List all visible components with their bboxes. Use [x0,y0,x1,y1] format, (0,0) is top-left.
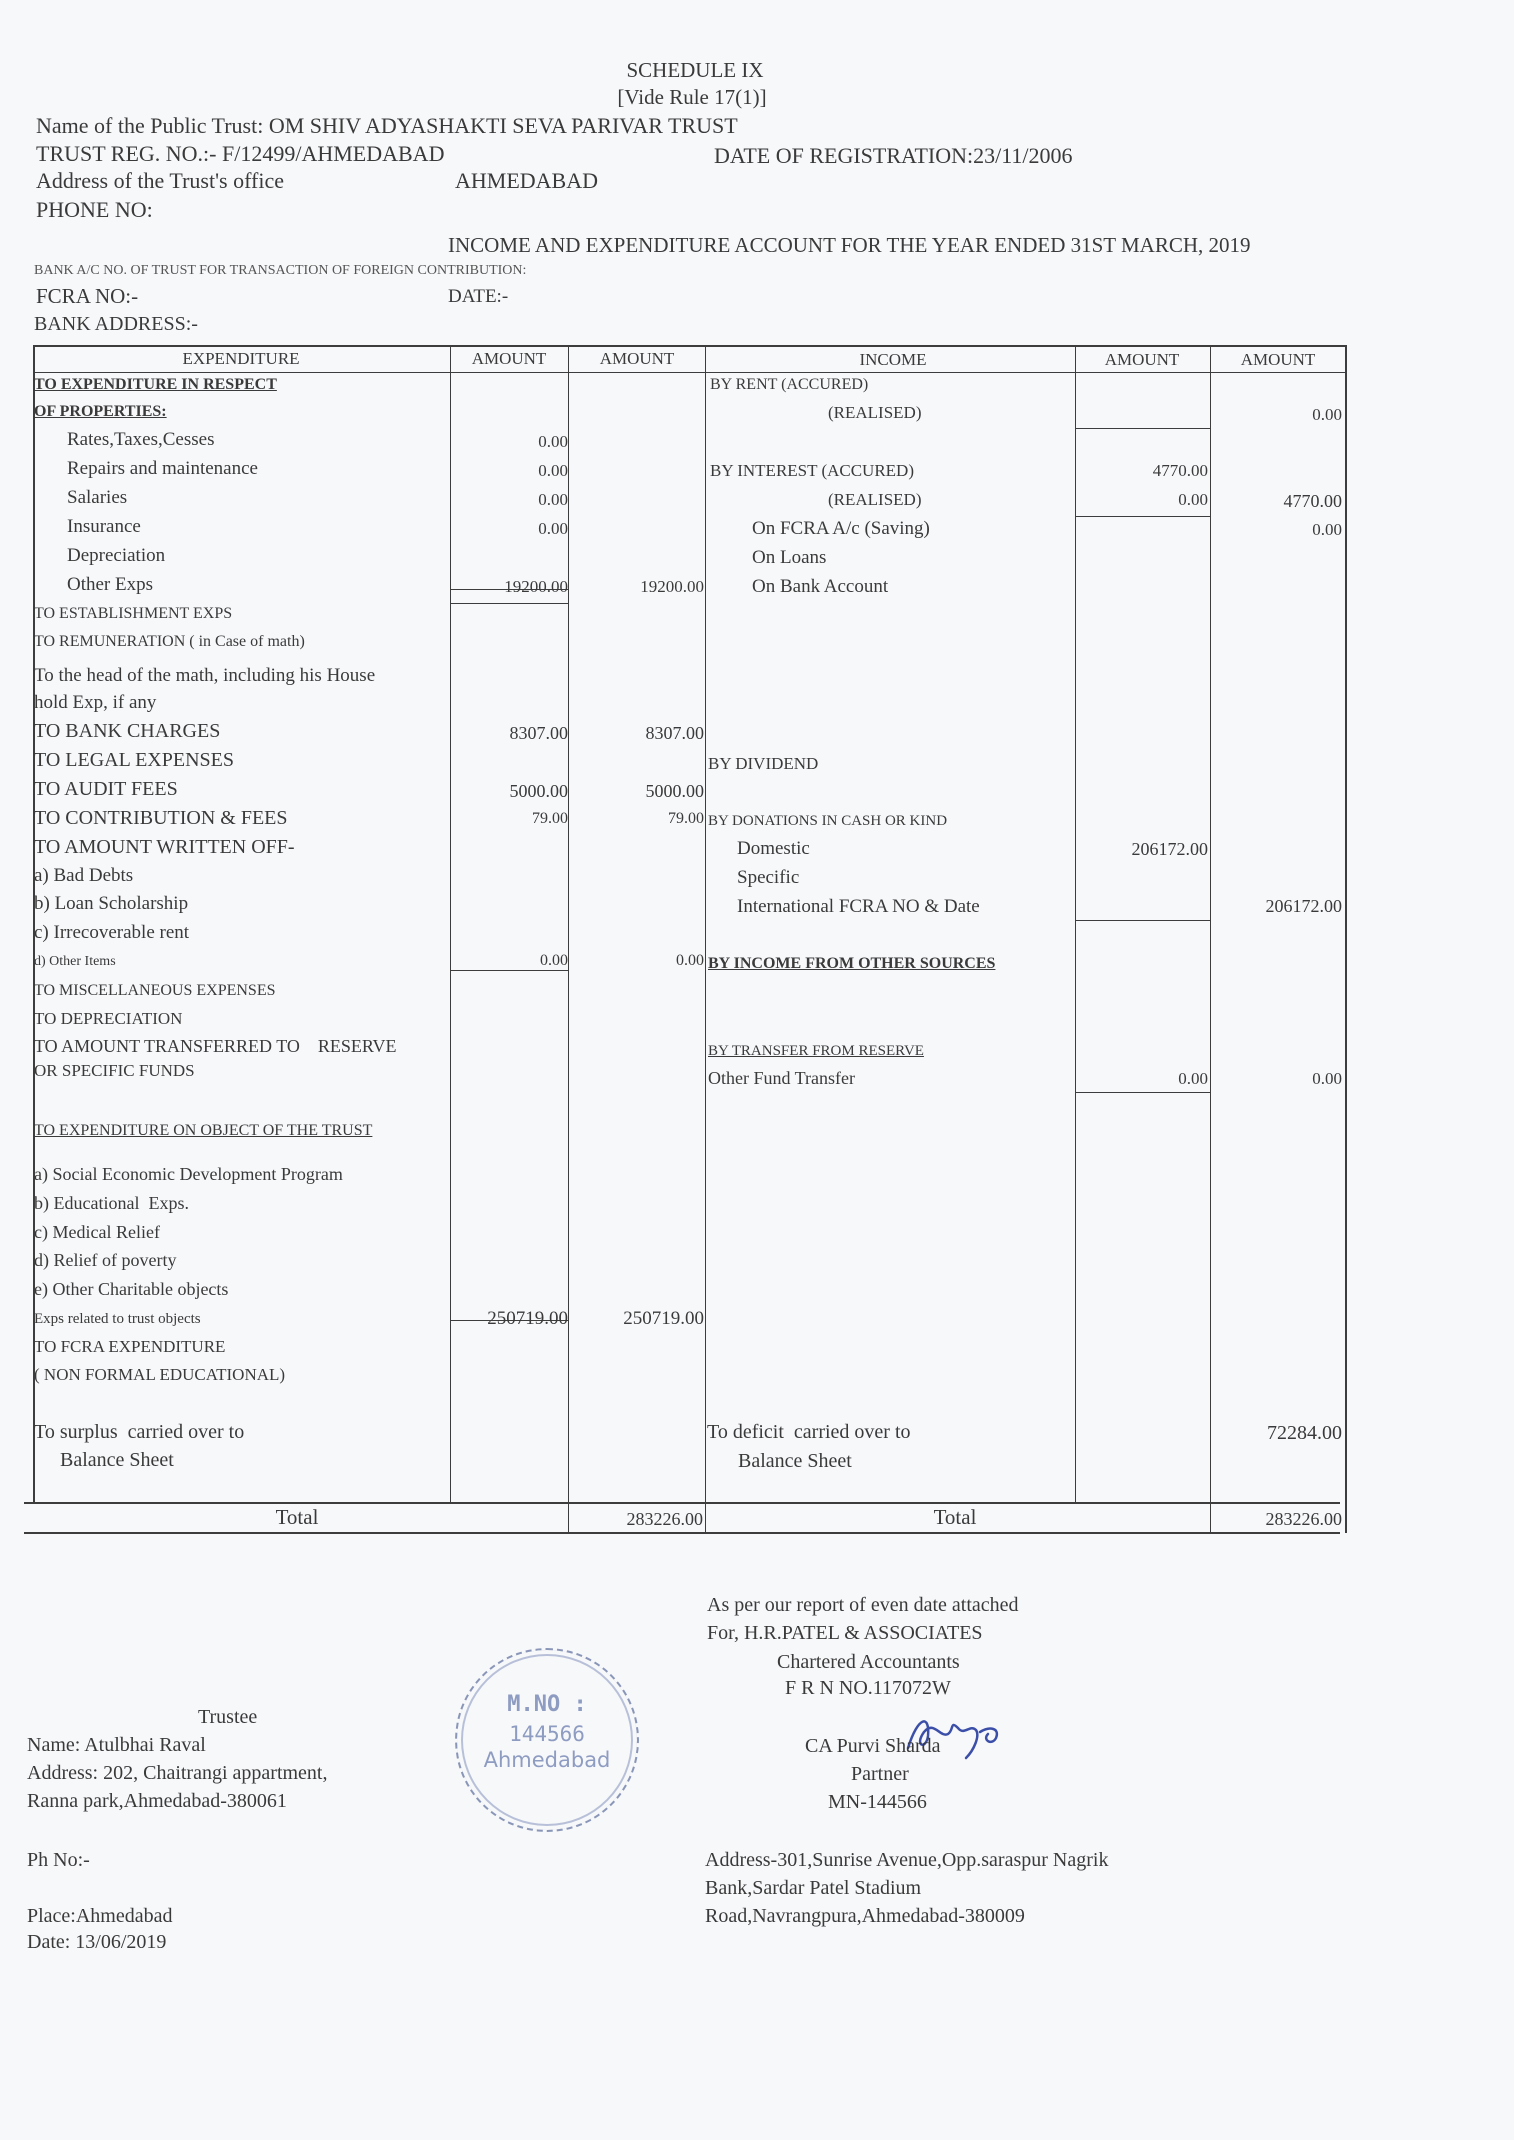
exp-label: Salaries [67,487,128,508]
inc-label: BY DONATIONS IN CASH OR KIND [708,813,948,829]
inc-label: Specific [737,867,800,888]
exp-label: TO AMOUNT WRITTEN OFF- [34,836,295,858]
date-label: DATE:- [448,286,509,307]
exp-label: TO CONTRIBUTION & FEES [34,807,288,829]
auditor-designation: Chartered Accountants [777,1651,960,1673]
auditor-address-2: Bank,Sardar Patel Stadium [705,1877,922,1899]
trustee-title: Trustee [198,1706,258,1728]
exp-label: ( NON FORMAL EDUCATIONAL) [34,1365,286,1384]
exp-total: 5000.00 [645,781,704,801]
phone-label: PHONE NO: [36,197,153,222]
inc-total: 206172.00 [1265,896,1342,916]
trustee-address-2: Ranna park,Ahmedabad-380061 [27,1790,287,1812]
exp-label: TO AMOUNT TRANSFERRED TO RESERVE [34,1036,397,1056]
exp-total: 19200.00 [640,577,704,596]
inc-amount: 0.00 [1178,1069,1208,1088]
exp-amount: 8307.00 [509,723,568,743]
inc-label: To deficit carried over to [707,1421,911,1443]
exp-amount: 0.00 [538,519,568,538]
exp-amount: 0.00 [538,490,568,509]
inc-total: 4770.00 [1283,491,1342,511]
exp-label: c) Irrecoverable rent [34,922,190,943]
fcra-label: FCRA NO:- [36,284,139,308]
place: Place:Ahmedabad [27,1905,173,1927]
auditor-firm: For, H.R.PATEL & ASSOCIATES [707,1622,983,1644]
inc-total: 0.00 [1312,1069,1342,1088]
exp-label: Repairs and maintenance [67,458,258,479]
inc-total: 0.00 [1312,520,1342,539]
schedule-title: SCHEDULE IX [626,58,764,82]
exp-label: Balance Sheet [60,1449,174,1471]
stamp-line-3: Ahmedabad [483,1748,611,1772]
total-label-income: Total [933,1505,977,1529]
exp-label: To surplus carried over to [34,1421,245,1443]
exp-label: Insurance [67,516,141,537]
inc-label: On Bank Account [752,576,889,597]
exp-amount: 79.00 [532,810,568,827]
inc-label: BY INCOME FROM OTHER SOURCES [708,955,996,972]
exp-amount: 250719.00 [487,1308,568,1329]
inc-amount: 4770.00 [1152,461,1208,480]
inc-label: BY DIVIDEND [708,754,819,773]
trustee-address-1: Address: 202, Chaitrangi appartment, [27,1762,328,1784]
address-value: AHMEDABAD [455,168,598,193]
stamp-line-2: 144566 [509,1722,585,1746]
trust-reg-no: TRUST REG. NO.:- F/12499/AHMEDABAD [36,141,445,166]
auditor-frn: F R N NO.117072W [785,1677,951,1699]
stamp-line-1: M.NO : [507,1692,587,1717]
account-title: INCOME AND EXPENDITURE ACCOUNT FOR THE YEAR ENDED 31ST MARCH, 2019 [448,233,1251,257]
exp-amount: 5000.00 [509,781,568,801]
exp-label: To the head of the math, including his House [34,665,376,686]
inc-label: BY TRANSFER FROM RESERVE [708,1043,924,1059]
exp-label: TO REMUNERATION ( in Case of math) [34,633,305,650]
header-amount-2: AMOUNT [599,349,675,368]
trust-name: Name of the Public Trust: OM SHIV ADYASHAKTI SEVA PARIVAR TRUST [36,113,738,138]
inc-label: BY RENT (ACCURED) [710,376,869,393]
inc-label: (REALISED) [828,403,922,422]
inc-total: 0.00 [1312,405,1342,424]
inc-amount: 206172.00 [1131,839,1208,859]
total-expenditure: 283226.00 [626,1509,703,1529]
exp-amount: 0.00 [540,952,568,969]
rule-reference: [Vide Rule 17(1)] [617,85,767,109]
inc-label: (REALISED) [828,490,922,509]
inc-label: Balance Sheet [738,1450,852,1472]
exp-label: b) Loan Scholarship [34,893,189,914]
exp-total: 250719.00 [623,1308,704,1329]
exp-label: TO FCRA EXPENDITURE [34,1337,226,1356]
inc-label: On Loans [752,547,827,568]
exp-label: a) Bad Debts [34,865,134,886]
trustee-phone: Ph No:- [27,1849,90,1871]
exp-amount: 0.00 [538,432,568,451]
exp-label: d) Other Items [34,954,116,969]
bank-ac-label: BANK A/C NO. OF TRUST FOR TRANSACTION OF FOREIGN CONTRIBUTION: [34,263,527,278]
deficit-amount: 72284.00 [1267,1422,1342,1444]
exp-label: Rates,Taxes,Cesses [67,429,215,450]
inc-label: Other Fund Transfer [708,1068,855,1088]
exp-label: TO EXPENDITURE ON OBJECT OF THE TRUST [34,1122,373,1139]
exp-label: d) Relief of poverty [34,1250,177,1270]
exp-label: TO LEGAL EXPENSES [34,749,234,771]
registration-date: DATE OF REGISTRATION:23/11/2006 [714,143,1073,168]
exp-label: TO EXPENDITURE IN RESPECT [34,376,277,393]
auditor-address-1: Address-301,Sunrise Avenue,Opp.saraspur Nagrik [705,1849,1109,1871]
partner-mn: MN-144566 [828,1791,927,1813]
exp-label: TO MISCELLANEOUS EXPENSES [34,982,276,999]
inc-amount: 0.00 [1178,490,1208,509]
inc-label: International FCRA NO & Date [737,896,980,917]
exp-label: TO DEPRECIATION [34,1009,183,1028]
exp-label: c) Medical Relief [34,1222,160,1242]
bank-address-label: BANK ADDRESS:- [34,313,198,335]
header-income: INCOME [859,350,927,369]
header-amount-3: AMOUNT [1104,350,1180,369]
exp-label: TO AUDIT FEES [34,778,178,800]
header-expenditure: EXPENDITURE [182,349,300,368]
exp-label: Other Exps [67,574,154,595]
exp-total: 79.00 [668,810,704,827]
exp-total: 8307.00 [645,723,704,743]
inc-label: BY INTEREST (ACCURED) [710,461,914,480]
exp-amount: 0.00 [538,461,568,480]
total-income: 283226.00 [1265,1509,1342,1529]
auditor-address-3: Road,Navrangpura,Ahmedabad-380009 [705,1905,1025,1927]
inc-label: Domestic [737,838,810,859]
exp-label: hold Exp, if any [34,692,157,713]
date: Date: 13/06/2019 [27,1931,167,1953]
exp-label: OR SPECIFIC FUNDS [34,1061,195,1080]
inc-label: On FCRA A/c (Saving) [752,518,930,539]
partner-name: CA Purvi Sharda [805,1735,941,1757]
exp-label: TO BANK CHARGES [34,720,221,742]
exp-label: a) Social Economic Development Program [34,1164,343,1184]
auditor-report-line: As per our report of even date attached [707,1594,1019,1616]
exp-total: 0.00 [676,952,704,969]
exp-label: Depreciation [67,545,166,566]
header-amount-1: AMOUNT [471,349,547,368]
address-label: Address of the Trust's office [36,168,284,193]
header-amount-4: AMOUNT [1240,350,1316,369]
membership-stamp [455,1648,639,1832]
trustee-name: Name: Atulbhai Raval [27,1734,206,1756]
exp-label: Exps related to trust objects [34,1311,201,1327]
exp-label: OF PROPERTIES: [34,403,167,420]
exp-label: TO ESTABLISHMENT EXPS [34,605,233,622]
exp-label: e) Other Charitable objects [34,1279,229,1299]
exp-amount: 19200.00 [504,577,568,596]
total-label-expenditure: Total [275,1505,319,1529]
exp-label: b) Educational Exps. [34,1193,189,1213]
partner-role: Partner [851,1763,909,1785]
